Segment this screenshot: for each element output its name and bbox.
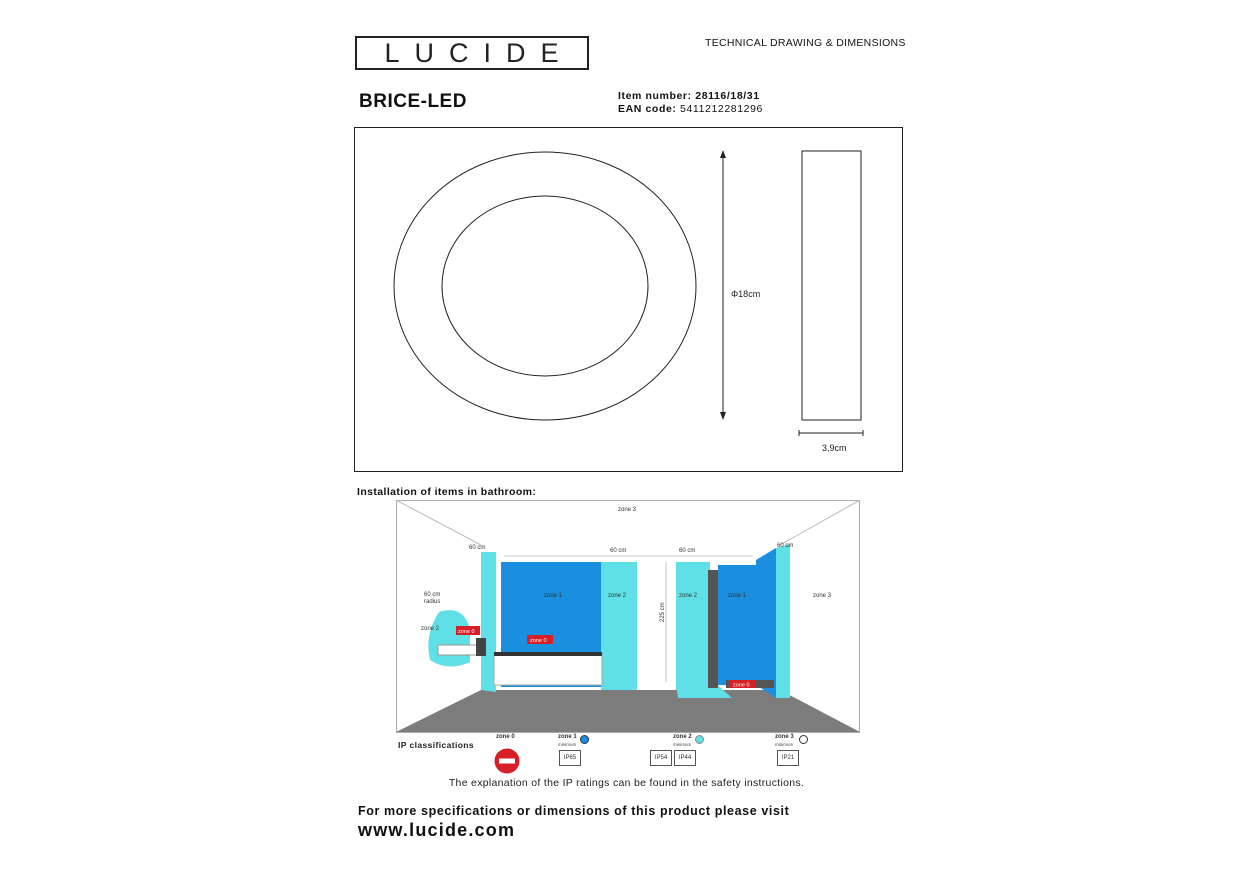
- zone1-shower-label: zone 1: [728, 593, 747, 599]
- zone3-right-label: zone 3: [813, 593, 832, 599]
- product-name: BRICE-LED: [359, 91, 467, 112]
- depth-label: 3,9cm: [822, 443, 847, 453]
- zone1-shower-wall: [718, 565, 756, 685]
- item-number-line: [618, 90, 760, 102]
- ip-zone2-label: zone 2: [673, 734, 692, 740]
- zone2-color-dot-icon: [695, 735, 704, 744]
- ip-zone1-minimum: minimum: [558, 742, 577, 747]
- website-link[interactable]: www.lucide.com: [358, 820, 516, 840]
- drawing-svg: [355, 128, 904, 473]
- ean-code-label: EAN code:: [618, 103, 677, 115]
- sink-cabinet: [476, 638, 486, 656]
- logo-text: LUCIDE: [384, 37, 574, 68]
- ip-zone1-label: zone 1: [558, 734, 577, 740]
- shower-screen: [708, 570, 718, 688]
- zone2-shower-label: zone 2: [679, 593, 698, 599]
- item-number-value: 28116/18/31: [695, 90, 760, 102]
- inner-ring-outline: [442, 196, 648, 376]
- zone1-color-dot-icon: [580, 735, 589, 744]
- document-kind: TECHNICAL DRAWING & DIMENSIONS: [705, 37, 906, 49]
- zone2-sink-label: zone 2: [421, 626, 440, 632]
- zone2-bath-right: [601, 562, 637, 690]
- bathtub: [494, 655, 602, 685]
- ip-explanation: The explanation of the IP ratings can be found in the safety instructions.: [448, 777, 805, 789]
- no-entry-icon: [494, 748, 520, 774]
- bathroom-section-title: Installation of items in bathroom:: [357, 486, 537, 498]
- ean-code-value: 5411212281296: [680, 103, 763, 115]
- ip65-box: IP65: [559, 750, 581, 766]
- arrow-down-icon: [720, 412, 726, 420]
- ip-classifications-title: IP classifications: [398, 740, 475, 750]
- dim-60-mid-a: 60 cm: [610, 548, 627, 554]
- bathtub-rim: [494, 652, 602, 656]
- ip-zone3-minimum: minimum: [775, 742, 794, 747]
- side-profile-outline: [802, 151, 861, 420]
- sink: [438, 645, 478, 655]
- dim-60-left: 60 cm: [469, 545, 486, 551]
- zone2-bath-label: zone 2: [608, 593, 627, 599]
- ip-zone0-label: zone 0: [496, 734, 515, 740]
- zone1-bath-label: zone 1: [544, 593, 563, 599]
- dim-60-mid-b: 60 cm: [679, 548, 696, 554]
- zone1-shower-side: [756, 548, 776, 698]
- dim-height: 225 cm: [660, 602, 666, 622]
- bathroom-zones-illustration: [396, 500, 860, 750]
- ip-zone3-label: zone 3: [775, 734, 794, 740]
- dim-60-right: 60 cm: [777, 543, 794, 549]
- zone3-color-dot-icon: [799, 735, 808, 744]
- item-number-label: Item number:: [618, 90, 692, 102]
- ip44-box: IP44: [674, 750, 696, 766]
- ip21-box: IP21: [777, 750, 799, 766]
- zone2-right-strip: [776, 544, 790, 698]
- zone0-sink-label: zone 0: [458, 629, 475, 635]
- brand-logo: [355, 36, 589, 70]
- bathroom-svg: [396, 500, 860, 750]
- more-info-text: For more specifications or dimensions of this product please visit: [358, 804, 790, 818]
- zone0-bath-label: zone 0: [530, 638, 547, 644]
- ip-zone2-minimum: minimum: [673, 742, 692, 747]
- outer-ring-outline: [394, 152, 696, 420]
- ip54-box: IP54: [650, 750, 672, 766]
- zone3-top-label: zone 3: [618, 507, 637, 513]
- dim-radius-a: 60 cm: [424, 592, 441, 598]
- dim-radius-b: radius: [424, 599, 441, 605]
- ean-code-line: [618, 103, 763, 115]
- technical-drawing: [354, 127, 903, 472]
- zone2-shower-left: [676, 562, 710, 690]
- arrow-up-icon: [720, 150, 726, 158]
- zone0-shower-label: zone 0: [733, 682, 750, 689]
- diameter-label: Φ18cm: [731, 289, 761, 299]
